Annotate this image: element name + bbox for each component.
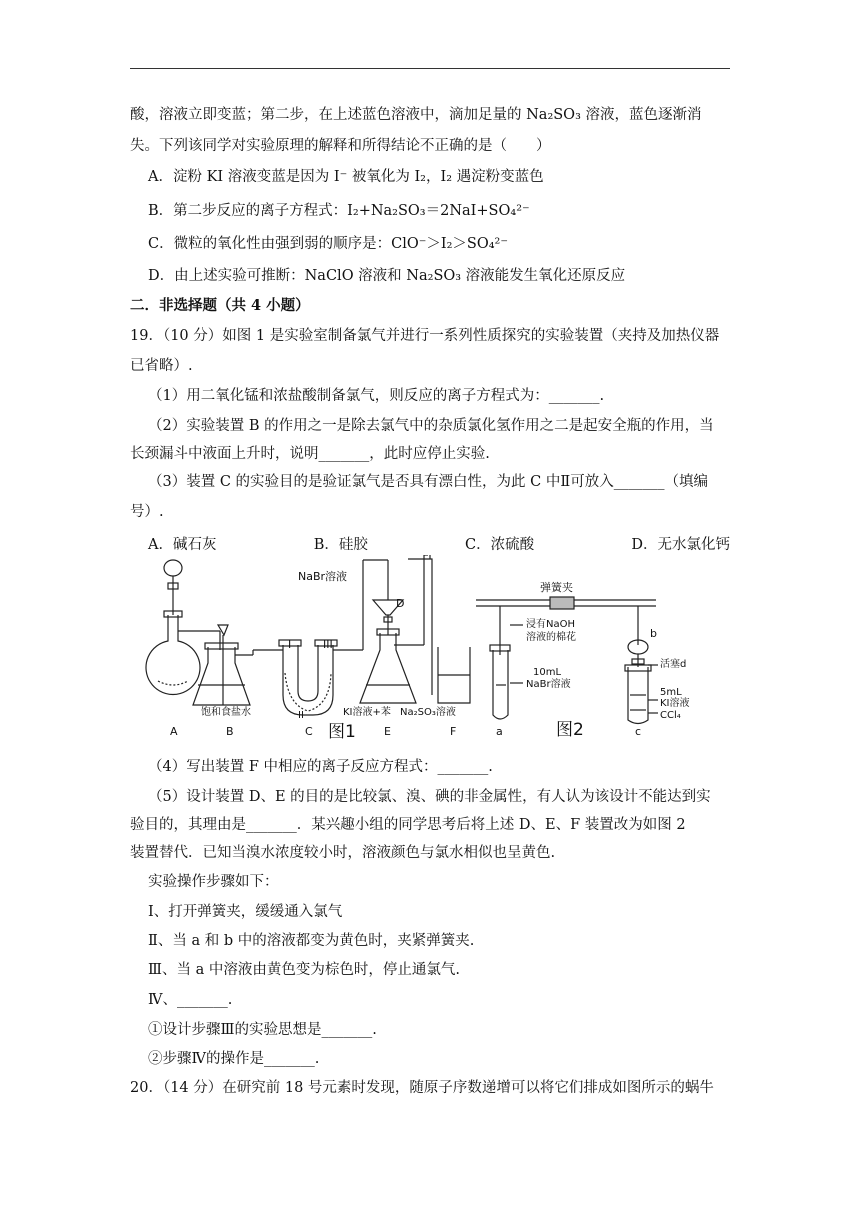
apparatus-diagram — [138, 555, 738, 747]
label-fig2-b: b — [650, 627, 657, 640]
caption-fig1: 图1 — [328, 722, 356, 742]
label-b: B — [226, 725, 234, 738]
beaker-f — [408, 555, 470, 703]
paragraph-line: 号）. — [130, 504, 164, 520]
question-20: 20．（14 分）在研究前 18 号元素时发现，随原子序数递增可以将它们排成如图所示的蜗牛 — [130, 1080, 714, 1096]
label-fig2-c: c — [635, 725, 642, 738]
label-ii: II — [298, 710, 304, 721]
label-cotton-2: 溶液的棉花 — [526, 632, 576, 643]
sub-question-2: （2）实验装置 B 的作用之一是除去氯气中的杂质氯化氢作用之二是起安全瓶的作用，当 — [148, 418, 714, 434]
label-ki-sol: KI溶液 — [660, 698, 690, 709]
option-b: B．第二步反应的离子方程式：I₂+Na₂SO₃＝2NaI+SO₄²⁻ — [148, 203, 530, 219]
steps-title: 实验操作步骤如下： — [148, 874, 279, 890]
header-rule — [130, 68, 730, 69]
option-d: D．由上述实验可推断：NaClO 溶液和 Na₂SO₃ 溶液能发生氧化还原反应 — [148, 268, 626, 284]
paragraph-line: 失。下列该同学对实验原理的解释和所得结论不正确的是（ ） — [130, 138, 551, 154]
label-stopcock: 活塞d — [660, 659, 687, 670]
label-f: F — [450, 725, 457, 738]
choice-c: C．浓硫酸 — [465, 537, 535, 553]
paragraph-line: 验目的，其理由是_______．某兴趣小组的同学思考后将上述 D、E、F 装置改为如图 2 — [130, 817, 686, 833]
label-nabr-vol: 10mL — [533, 667, 562, 678]
step-3: Ⅲ、当 a 中溶液由黄色变为棕色时，停止通氯气. — [148, 962, 460, 978]
label-b-solution: 饱和食盐水 — [201, 707, 251, 718]
choice-a: A．碱石灰 — [148, 537, 217, 553]
sub-question-5: （5）设计装置 D、E 的目的是比较氯、溴、碘的非金属性，有人认为该设计不能达到实 — [148, 789, 711, 805]
step-2: Ⅱ、当 a 和 b 中的溶液都变为黄色时，夹紧弹簧夹. — [148, 933, 475, 949]
label-clip: 弹簧夹 — [540, 581, 573, 594]
option-c: C．微粒的氧化性由强到弱的顺序是：ClO⁻＞I₂＞SO₄²⁻ — [148, 236, 509, 252]
sub-question-4: （4）写出装置 F 中相应的离子反应方程式：_______. — [148, 759, 493, 775]
flask-a — [146, 560, 220, 695]
label-cotton-1: 浸有NaOH — [526, 619, 575, 630]
label-i: I — [288, 638, 292, 651]
question-item-2: ②步骤Ⅳ的操作是_______. — [148, 1051, 320, 1067]
step-1: Ⅰ、打开弹簧夹，缓缓通入氯气 — [148, 904, 343, 920]
choice-b: B．硅胶 — [313, 537, 368, 553]
paragraph-line: 长颈漏斗中液面上升时，说明_______，此时应停止实验. — [130, 446, 490, 462]
label-e-solution: KI溶液+苯 — [343, 707, 391, 718]
option-a: A．淀粉 KI 溶液变蓝是因为 I⁻ 被氧化为 I₂，I₂ 遇淀粉变蓝色 — [148, 169, 544, 185]
apparatus-fig2 — [476, 597, 658, 724]
paragraph-line: 已省略）. — [130, 358, 193, 374]
apparatus-figure — [138, 555, 738, 751]
label-ki-vol: 5mL — [660, 687, 682, 698]
label-d: D — [396, 597, 405, 610]
label-nabr: NaBr溶液 — [298, 570, 348, 583]
label-e: E — [384, 725, 391, 738]
question-item-1: ①设计步骤Ⅲ的实验思想是_______. — [148, 1022, 377, 1038]
paragraph-line: 酸，溶液立即变蓝；第二步，在上述蓝色溶液中，滴加足量的 Na₂SO₃ 溶液，蓝色逐渐消 — [130, 107, 702, 123]
label-f-solution: Na₂SO₃溶液 — [400, 707, 456, 718]
label-nabr-sol: NaBr溶液 — [526, 679, 571, 690]
label-fig2-a: a — [496, 725, 503, 738]
paragraph-line: 装置替代．已知当溴水浓度较小时，溶液颜色与氯水相似也呈黄色. — [130, 845, 556, 861]
sub-question-3: （3）装置 C 的实验目的是验证氯气是否具有漂白性，为此 C 中Ⅱ可放入_______（填编 — [148, 474, 708, 490]
label-a: A — [170, 725, 178, 738]
label-ccl4: CCl₄ — [660, 710, 681, 721]
label-c: C — [305, 725, 313, 738]
sub-question-1: （1）用二氧化锰和浓盐酸制备氯气，则反应的离子方程式为：_______. — [148, 388, 605, 404]
choice-d: D．无水氯化钙 — [631, 537, 730, 553]
choice-row — [148, 533, 730, 554]
caption-fig2: 图2 — [556, 720, 584, 740]
section-heading: 二．非选择题（共 4 小题） — [130, 297, 310, 314]
u-tube-c — [253, 560, 388, 715]
question-19: 19．（10 分）如图 1 是实验室制备氯气并进行一系列性质探究的实验装置（夹持及加热仪器 — [130, 328, 720, 344]
step-4: Ⅳ、_______. — [148, 992, 233, 1008]
label-iii: III — [323, 638, 333, 651]
flask-b — [193, 625, 253, 705]
flask-e — [360, 555, 428, 703]
